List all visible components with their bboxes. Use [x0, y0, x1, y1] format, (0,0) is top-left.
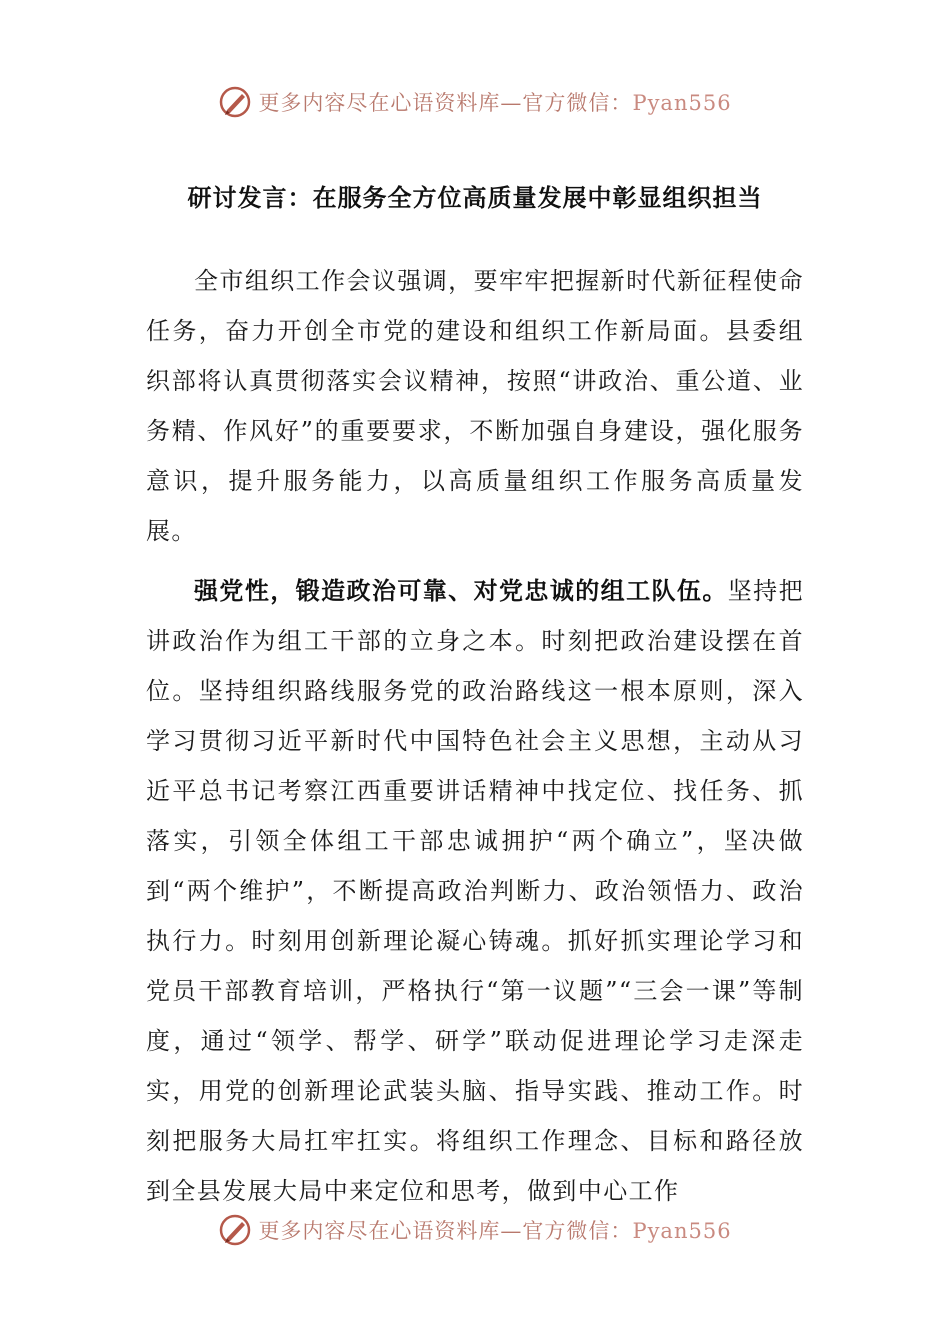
paragraph-intro: 全市组织工作会议强调，要牢牢把握新时代新征程使命任务，奋力开创全市党的建设和组织工作新局面。县委组织部将认真贯彻落实会议精神，按照“讲政治、重公道、业务精、作风好”的重要要求，不断加强自身建设，强化服务意识，提升服务能力，以高质量组织工作服务高质量发展。 — [146, 267, 804, 545]
paragraph-body: 坚持把讲政治作为组工干部的立身之本。时刻把政治建设摆在首位。坚持组织路线服务党的政治路线这一根本原则，深入学习贯彻习近平新时代中国特色社会主义思想，主动从习近平总书记考察江西重要讲话精神中找定位、找任务、抓落实，引领全体组工干部忠诚拥护“两个确立”，坚决做到“两个维护”，不断提高政治判断力、政治领悟力、政治执行力。时刻用创新理论凝心铸魂。抓好抓实理论学习和党员干部教育培训，严格执行“第一议题”“三会一课”等制度，通过“领学、帮学、研学”联动促进理论学习走深走实，用党的创新理论武装头脑、指导实践、推动工作。时刻把服务大局扛牢扛实。将组织工作理念、目标和路径放到全县发展大局中来定位和思考，做到中心工作 — [146, 577, 804, 1205]
document-title: 研讨发言：在服务全方位高质量发展中彰显组织担当 — [187, 183, 763, 212]
pen-logo-icon — [218, 1213, 252, 1247]
wechat-id: Pyan556 — [632, 91, 732, 115]
wechat-id: Pyan556 — [632, 1219, 732, 1243]
watermark-text: 更多内容尽在心语资料库—官方微信：Pyan556 — [258, 91, 732, 115]
pen-logo-icon — [218, 85, 252, 119]
paragraph-lead-heading: 强党性，锻造政治可靠、对党忠诚的组工队伍。 — [194, 576, 728, 605]
footer-watermark — [0, 1208, 950, 1252]
header-watermark — [0, 80, 950, 124]
paragraph-party-spirit — [146, 566, 804, 1216]
watermark-text: 更多内容尽在心语资料库—官方微信：Pyan556 — [258, 1219, 732, 1243]
